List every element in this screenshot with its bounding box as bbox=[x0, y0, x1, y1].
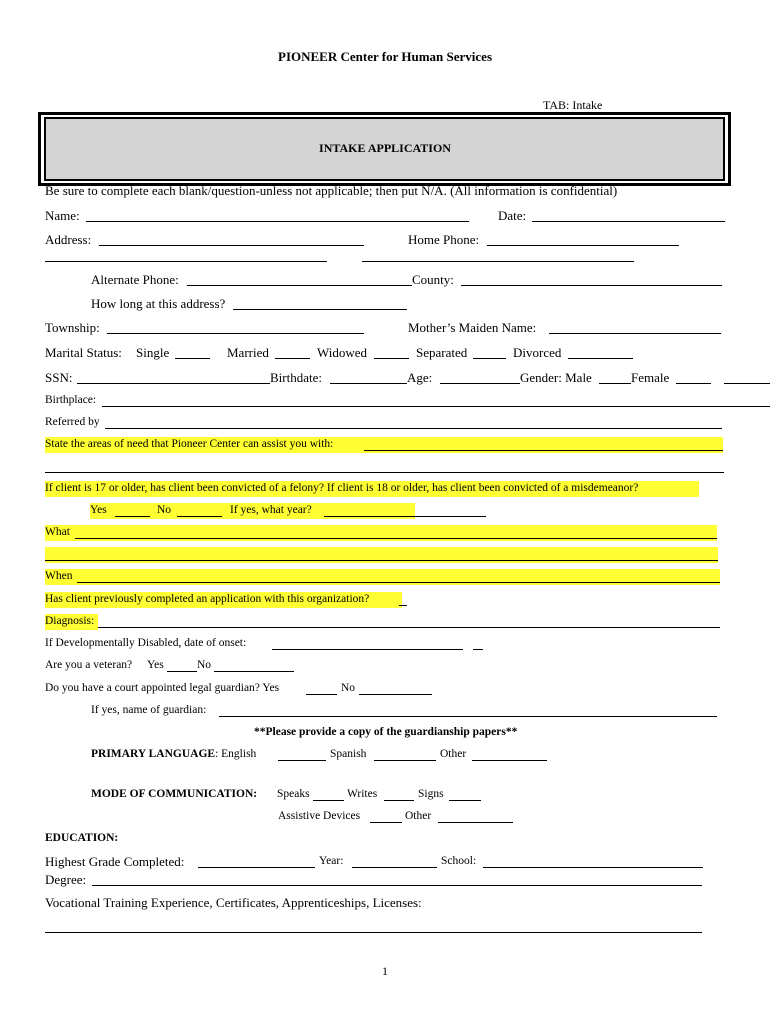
highest-grade-label: Highest Grade Completed: bbox=[45, 854, 185, 869]
communication-other-field[interactable] bbox=[438, 822, 513, 823]
writes-label: Writes bbox=[347, 788, 378, 800]
widowed-field[interactable] bbox=[374, 358, 409, 359]
speaks-field[interactable] bbox=[313, 800, 344, 801]
marital-status-label: Marital Status: bbox=[45, 345, 122, 360]
felony-year-field[interactable] bbox=[324, 516, 486, 517]
communication-other-label: Other bbox=[405, 810, 432, 822]
degree-field[interactable] bbox=[92, 885, 702, 886]
form-title: INTAKE APPLICATION bbox=[319, 141, 451, 155]
name-label: Name: bbox=[45, 208, 80, 223]
marital-single: Single bbox=[136, 345, 170, 360]
married-field[interactable] bbox=[275, 358, 310, 359]
assistive-devices-label: Assistive Devices bbox=[278, 810, 361, 822]
spanish-field[interactable] bbox=[374, 760, 436, 761]
vocational-label: Vocational Training Experience, Certificates, Apprenticeships, Licenses: bbox=[45, 895, 422, 910]
year-field[interactable] bbox=[352, 867, 437, 868]
signs-label: Signs bbox=[418, 788, 444, 800]
address-line-2[interactable] bbox=[45, 261, 327, 262]
language-other-label: Other bbox=[440, 748, 467, 760]
tab-label: TAB: Intake bbox=[543, 98, 603, 112]
diagnosis-field[interactable] bbox=[98, 627, 720, 628]
felony-yes-label: Yes bbox=[90, 504, 107, 516]
maiden-name-label: Mother’s Maiden Name: bbox=[408, 320, 537, 335]
how-long-field[interactable] bbox=[233, 309, 407, 310]
marital-divorced: Divorced bbox=[513, 345, 562, 360]
what-line-2[interactable] bbox=[45, 560, 718, 561]
felony-year-label: If yes, what year? bbox=[230, 504, 312, 516]
previous-application-label: Has client previously completed an application with this organization? bbox=[45, 593, 370, 605]
single-field[interactable] bbox=[175, 358, 210, 359]
felony-yes-field[interactable] bbox=[115, 516, 150, 517]
dev-disabled-field[interactable] bbox=[272, 649, 463, 650]
degree-label: Degree: bbox=[45, 872, 87, 887]
felony-no-field[interactable] bbox=[177, 516, 222, 517]
language-other-field[interactable] bbox=[472, 760, 547, 761]
veteran-yes-field[interactable] bbox=[167, 671, 197, 672]
veteran-no-label: No bbox=[197, 659, 212, 671]
township-field[interactable] bbox=[107, 333, 364, 334]
ssn-label: SSN: bbox=[45, 370, 73, 385]
primary-language-label: PRIMARY LANGUAGE bbox=[91, 748, 216, 760]
school-label: School: bbox=[441, 855, 477, 867]
when-label: When bbox=[45, 570, 73, 582]
assistive-devices-field[interactable] bbox=[370, 822, 402, 823]
separated-field[interactable] bbox=[473, 358, 506, 359]
speaks-label: Speaks bbox=[277, 788, 310, 800]
alternate-phone-field[interactable] bbox=[187, 285, 412, 286]
guardian-note: **Please provide a copy of the guardianship papers** bbox=[254, 726, 518, 738]
areas-of-need-label: State the areas of need that Pioneer Center can assist you with: bbox=[45, 438, 334, 450]
gender-other-field[interactable] bbox=[724, 383, 770, 384]
guardian-label: Do you have a court appointed legal guardian? Yes bbox=[45, 682, 280, 694]
school-field[interactable] bbox=[483, 867, 703, 868]
alternate-phone-label: Alternate Phone: bbox=[91, 272, 179, 287]
areas-of-need-field[interactable] bbox=[364, 450, 723, 451]
birthdate-field[interactable] bbox=[330, 383, 407, 384]
page-number: 1 bbox=[382, 964, 388, 978]
address-field[interactable] bbox=[99, 245, 364, 246]
felony-question: If client is 17 or older, has client been convicted of a felony? If client is 18 or older, has client been convicted of a misdemeanor? bbox=[45, 482, 639, 494]
female-field[interactable] bbox=[676, 383, 711, 384]
primary-language-row bbox=[91, 748, 256, 760]
guardian-no-field[interactable] bbox=[359, 694, 432, 695]
maiden-name-field[interactable] bbox=[549, 333, 721, 334]
what-field[interactable] bbox=[75, 538, 717, 539]
county-label: County: bbox=[412, 272, 454, 287]
home-phone-field[interactable] bbox=[487, 245, 679, 246]
birthdate-label: Birthdate: bbox=[270, 370, 322, 385]
guardian-name-label: If yes, name of guardian: bbox=[91, 704, 207, 716]
gender-male-label: Gender: Male bbox=[520, 370, 592, 385]
when-field[interactable] bbox=[77, 582, 720, 583]
date-label: Date: bbox=[498, 208, 527, 223]
diagnosis-label: Diagnosis: bbox=[45, 615, 95, 627]
home-phone-label: Home Phone: bbox=[408, 232, 480, 247]
age-field[interactable] bbox=[440, 383, 520, 384]
previous-application-field[interactable] bbox=[399, 605, 407, 606]
name-field[interactable] bbox=[86, 221, 469, 222]
org-title: PIONEER Center for Human Services bbox=[278, 49, 492, 64]
male-field[interactable] bbox=[599, 383, 631, 384]
age-label: Age: bbox=[407, 370, 433, 385]
marital-widowed: Widowed bbox=[317, 345, 368, 360]
vocational-field[interactable] bbox=[45, 932, 702, 933]
english-field[interactable] bbox=[278, 760, 326, 761]
how-long-label: How long at this address? bbox=[91, 296, 226, 311]
writes-field[interactable] bbox=[384, 800, 414, 801]
date-field[interactable] bbox=[532, 221, 725, 222]
signs-field[interactable] bbox=[449, 800, 481, 801]
home-phone-line-2[interactable] bbox=[362, 261, 634, 262]
ssn-field[interactable] bbox=[77, 383, 270, 384]
guardian-no-label: No bbox=[341, 682, 356, 694]
referred-by-label: Referred by bbox=[45, 416, 100, 428]
what-label: What bbox=[45, 526, 70, 538]
felony-no-label: No bbox=[157, 504, 172, 516]
highest-grade-field[interactable] bbox=[198, 867, 315, 868]
guardian-yes-field[interactable] bbox=[306, 694, 337, 695]
referred-by-field[interactable] bbox=[105, 428, 722, 429]
education-heading: EDUCATION: bbox=[45, 832, 119, 844]
communication-label: MODE OF COMMUNICATION: bbox=[91, 788, 258, 800]
township-label: Township: bbox=[45, 320, 100, 335]
dev-disabled-field-2[interactable] bbox=[473, 649, 483, 650]
marital-married: Married bbox=[227, 345, 269, 360]
dev-disabled-label: If Developmentally Disabled, date of onset: bbox=[45, 637, 247, 649]
gender-female-label: Female bbox=[631, 370, 670, 385]
veteran-yes-label: Yes bbox=[147, 659, 164, 671]
address-label: Address: bbox=[45, 232, 92, 247]
county-field[interactable] bbox=[461, 285, 722, 286]
english-label: : English bbox=[215, 748, 257, 760]
year-label: Year: bbox=[319, 855, 344, 867]
spanish-label: Spanish bbox=[330, 748, 367, 760]
guardian-name-field[interactable] bbox=[219, 716, 717, 717]
birthplace-label: Birthplace: bbox=[45, 394, 97, 406]
birthplace-field[interactable] bbox=[102, 406, 770, 407]
areas-of-need-line-2[interactable] bbox=[45, 472, 724, 473]
veteran-label: Are you a veteran? bbox=[45, 659, 133, 671]
veteran-no-field[interactable] bbox=[214, 671, 294, 672]
instructions: Be sure to complete each blank/question-unless not applicable; then put N/A. (All information is confidential) bbox=[45, 183, 618, 198]
divorced-field[interactable] bbox=[568, 358, 633, 359]
marital-separated: Separated bbox=[416, 345, 468, 360]
